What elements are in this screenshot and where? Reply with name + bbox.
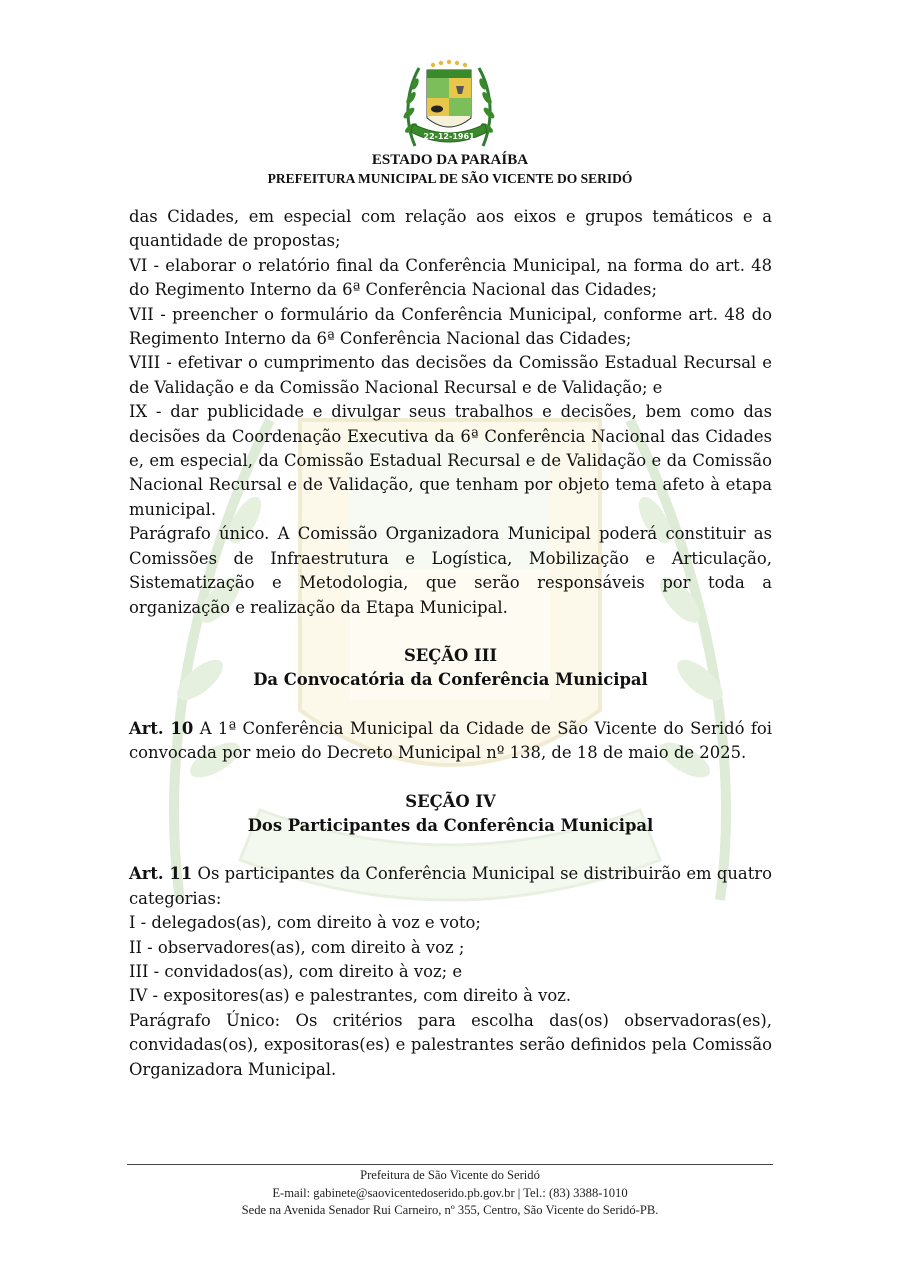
item-vii: VII - preencher o formulário da Conferência Municipal, conforme art. 48 do Regimento Interno da 6ª Conferência Nacional das Cidades;	[129, 304, 772, 349]
footer-line-2: E-mail: gabinete@saovicentedoserido.pb.gov.br | Tel.: (83) 3388-1010	[272, 1186, 628, 1200]
item-i: I - delegados(as), com direito à voz e voto;	[129, 913, 481, 933]
section-iii-title: SEÇÃO III	[403, 645, 498, 665]
article-10-label: Art. 10	[129, 718, 194, 738]
item-ix: IX - dar publicidade e divulgar seus trabalhos e decisões, bem como das decisões da Coordenação Executiva da 6ª Conferência Nacional das Cidades e, em especial, da Comissão Estadual Recursal e de Validação e da Comissão Nacional Recursal e de Validação, que tenham por objeto tema afeto à etapa municipal.	[129, 402, 772, 519]
item-viii: VIII - efetivar o cumprimento das decisões da Comissão Estadual Recursal e de Validação e da Comissão Nacional Recursal e de Validação; e	[129, 353, 772, 397]
document-body	[129, 205, 772, 1082]
article-10-text: A 1ª Conferência Municipal da Cidade de São Vicente do Seridó foi convocada por meio do Decreto Municipal nº 138, de 18 de maio de 2025.	[129, 718, 772, 763]
section-iii-subtitle: Da Convocatória da Conferência Municipal	[253, 670, 648, 690]
item-iii: III - convidados(as), com direito à voz; e	[129, 961, 463, 981]
footer-line-3: Sede na Avenida Senador Rui Carneiro, nº 355, Centro, São Vicente do Seridó-PB.	[241, 1203, 659, 1217]
crest-date: 22-12-1961	[423, 132, 475, 141]
item-iv: IV - expositores(as) e palestrantes, com direito à voz.	[129, 986, 572, 1006]
article-11	[129, 862, 772, 911]
item-vi: VI - elaborar o relatório final da Conferência Municipal, na forma do art. 48 do Regimento Interno da 6ª Conferência Nacional das Cidades;	[129, 255, 772, 300]
paragrafo-unico-final: Parágrafo Único: Os critérios para escolha das(os) observadoras(es), convidadas(os), expositoras(es) e palestrantes serão definidos pela Comissão Organizadora Municipal.	[129, 1010, 772, 1079]
section-iv-subtitle: Dos Participantes da Conferência Municipal	[247, 815, 654, 835]
article-11-text: Os participantes da Conferência Municipal se distribuirão em quatro categorias:	[129, 864, 772, 908]
municipality-heading: PREFEITURA MUNICIPAL DE SÃO VICENTE DO SERIDÓ	[267, 171, 633, 186]
municipal-crest-logo	[397, 58, 501, 152]
state-heading: ESTADO DA PARAÍBA	[371, 152, 529, 168]
paragraph-intro: das Cidades, em especial com relação aos eixos e grupos temáticos e a quantidade de propostas;	[129, 207, 772, 251]
paragrafo-unico: Parágrafo único. A Comissão Organizadora Municipal poderá constituir as Comissões de Infraestrutura e Logística, Mobilização e Articulação, Sistematização e Metodologia, que serão responsáveis por toda a organização e realização da Etapa Municipal.	[129, 524, 772, 617]
item-ii: II - observadores(as), com direito à voz ;	[129, 937, 465, 957]
footer-divider	[127, 1164, 773, 1165]
article-10	[129, 717, 772, 766]
section-iv-title: SEÇÃO IV	[405, 791, 496, 811]
footer-line-1: Prefeitura de São Vicente do Seridó	[360, 1168, 540, 1182]
article-11-label: Art. 11	[129, 864, 193, 884]
